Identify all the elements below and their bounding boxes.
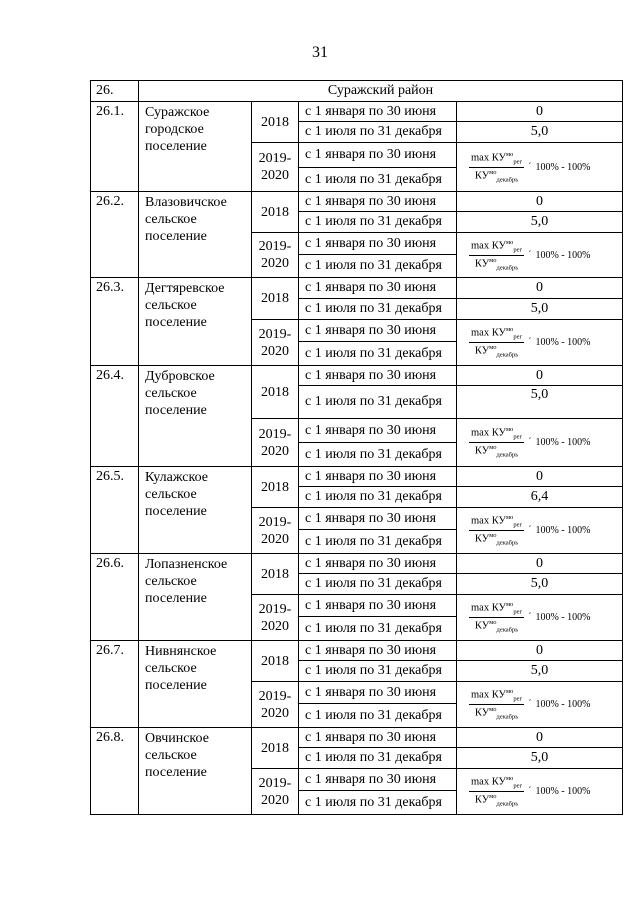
value-first-half: 0 [457, 192, 623, 212]
period-second-half: с 1 июля по 31 декабря [299, 791, 457, 815]
formula-max: max [471, 689, 490, 701]
year-line: 2019- [258, 239, 292, 254]
formula-max: max [471, 515, 490, 527]
settlement-name [139, 467, 252, 554]
period-first-half: с 1 января по 30 июня [299, 595, 457, 617]
page-number: 31 [312, 44, 328, 61]
formula-multiplier: ´ [528, 786, 532, 797]
formula-ku: КУ [491, 152, 506, 164]
formula-numerator [469, 514, 524, 531]
period-first-half: с 1 января по 30 июня [299, 102, 457, 122]
region-number: 26. [91, 81, 139, 102]
value-second-half: 5,0 [457, 574, 623, 595]
formula-sub-reg: рег [513, 609, 523, 616]
formula-fraction [469, 326, 524, 358]
formula-fraction [469, 514, 524, 546]
value-second-half: 5,0 [457, 122, 623, 143]
year-2018: 2018 [252, 102, 299, 143]
value-second-half: 5,0 [457, 386, 623, 419]
formula [457, 151, 622, 183]
formula-sub-december: декабрь [496, 451, 519, 459]
period-second-half: с 1 июля по 31 декабря [299, 299, 457, 320]
formula-sub-december: декабрь [496, 713, 519, 721]
formula-ku: КУ [474, 794, 490, 806]
year-2019-2020 [252, 143, 299, 192]
formula-sub-reg: рег [513, 334, 523, 341]
year-2019-2020 [252, 508, 299, 554]
formula-max: max [471, 602, 490, 614]
year-2019-2020 [252, 233, 299, 278]
formula-multiplier: ´ [528, 437, 532, 448]
year-line: 2019- [258, 601, 292, 617]
formula-rest: 100% - 100% [535, 786, 591, 797]
formula-sub-december: декабрь [496, 264, 519, 272]
formula-max: max [471, 152, 490, 164]
period-first-half: с 1 января по 30 июня [299, 508, 457, 530]
settlement-name-line: сельское [145, 212, 197, 227]
region-title: Суражский район [139, 81, 623, 102]
year-line: 2020 [261, 531, 289, 547]
settlement-name-line: Суражское [145, 105, 210, 120]
period-second-half: с 1 июля по 31 декабря [299, 386, 457, 419]
formula-cell [457, 769, 623, 815]
value-first-half: 0 [457, 278, 623, 299]
settlement-name-line: сельское [145, 386, 197, 401]
formula-sub-reg: рег [513, 158, 523, 166]
formula [457, 688, 622, 720]
value-first-half: 0 [457, 641, 623, 661]
formula [457, 514, 622, 546]
settlement-name-line: Дегтяревское [145, 281, 225, 296]
period-first-half: с 1 января по 30 июня [299, 728, 457, 748]
formula-rest: 100% - 100% [535, 161, 591, 173]
formula-sup-mo: мо [489, 706, 497, 713]
year-line: 2020 [261, 705, 289, 721]
formula-numerator [469, 426, 524, 443]
period-first-half: с 1 января по 30 июня [299, 278, 457, 299]
year-2018: 2018 [252, 278, 299, 320]
formula-ku: КУ [491, 427, 506, 439]
formula-numerator [469, 601, 524, 618]
formula-max: max [471, 427, 490, 439]
value-first-half: 0 [457, 728, 623, 748]
formula-denominator [473, 443, 520, 459]
settlement-name-line: поселение [145, 139, 207, 154]
period-second-half: с 1 июля по 31 декабря [299, 530, 457, 554]
year-line: 2019- [258, 775, 292, 791]
period-first-half: с 1 января по 30 июня [299, 192, 457, 212]
formula-sub-reg: рег [513, 696, 523, 703]
formula-ku: КУ [474, 533, 490, 545]
formula-rest: 100% - 100% [535, 699, 591, 710]
year-line: 2019- [258, 688, 292, 704]
settlement-name-line: сельское [145, 748, 197, 763]
row-number: 26.4. [91, 366, 139, 467]
formula-sup-mo: мо [489, 619, 497, 626]
settlement-name [139, 554, 252, 641]
formula-cell [457, 595, 623, 641]
value-first-half: 0 [457, 467, 623, 487]
period-second-half: с 1 июля по 31 декабря [299, 574, 457, 595]
formula-ku: КУ [474, 620, 490, 632]
formula-sup-mo: мо [505, 326, 514, 334]
formula [457, 326, 622, 358]
year-line: 2019- [258, 326, 292, 342]
year-line: 2020 [261, 343, 289, 359]
settlement-name [139, 641, 252, 728]
formula-cell [457, 143, 623, 192]
year-line: 2020 [261, 256, 289, 271]
period-second-half: с 1 июля по 31 декабря [299, 748, 457, 769]
formula-sup-mo: мо [505, 238, 514, 246]
formula-ku: КУ [474, 707, 490, 719]
formula-ku: КУ [491, 515, 506, 527]
settlement-name-line: Влазовичское [145, 195, 227, 210]
settlement-row [91, 102, 623, 122]
formula-multiplier: ´ [528, 249, 532, 261]
settlement-name [139, 278, 252, 366]
settlement-name-line: поселение [145, 229, 207, 244]
formula-denominator [473, 343, 520, 359]
period-first-half: с 1 января по 30 июня [299, 554, 457, 574]
row-number: 26.5. [91, 467, 139, 554]
formula-sub-december: декабрь [496, 539, 519, 547]
formula [457, 601, 622, 633]
formula-numerator [469, 688, 524, 705]
formula-multiplier: ´ [528, 699, 532, 710]
formula-sub-december: декабрь [496, 176, 519, 184]
formula-denominator [473, 792, 520, 808]
year-2019-2020 [252, 682, 299, 728]
formula-ku: КУ [491, 689, 506, 701]
period-second-half: с 1 июля по 31 декабря [299, 122, 457, 143]
year-line: 2019- [258, 514, 292, 530]
row-number: 26.7. [91, 641, 139, 728]
formula-max: max [471, 327, 490, 339]
year-2018: 2018 [252, 366, 299, 419]
formula-ku: КУ [491, 327, 506, 339]
period-second-half: с 1 июля по 31 декабря [299, 212, 457, 233]
settlement-name [139, 192, 252, 278]
year-2018: 2018 [252, 467, 299, 508]
settlement-name-line: сельское [145, 574, 197, 589]
formula-rest: 100% - 100% [535, 437, 591, 448]
formula-ku: КУ [491, 240, 506, 252]
settlement-row [91, 554, 623, 574]
settlement-row [91, 366, 623, 386]
settlement-row [91, 278, 623, 299]
value-first-half: 0 [457, 102, 623, 122]
formula-ku: КУ [474, 345, 490, 357]
formula-sup-mo: мо [505, 514, 514, 522]
value-second-half: 5,0 [457, 661, 623, 682]
formula-sub-reg: рег [513, 522, 523, 529]
formula-fraction [469, 688, 524, 720]
row-number: 26.8. [91, 728, 139, 815]
formula-denominator [473, 256, 520, 272]
settlement-row [91, 728, 623, 748]
formula-fraction [469, 239, 524, 271]
year-2018: 2018 [252, 641, 299, 682]
formula-cell [457, 508, 623, 554]
year-line: 2020 [261, 792, 289, 808]
period-first-half: с 1 января по 30 июня [299, 233, 457, 255]
settlement-name-line: поселение [145, 591, 207, 606]
settlement-row [91, 467, 623, 487]
period-first-half: с 1 января по 30 июня [299, 366, 457, 386]
formula-sup-mo: мо [505, 426, 514, 434]
period-second-half: с 1 июля по 31 декабря [299, 661, 457, 682]
year-2019-2020 [252, 769, 299, 815]
value-second-half: 5,0 [457, 299, 623, 320]
settlement-name-line: поселение [145, 403, 207, 418]
year-2019-2020 [252, 419, 299, 467]
row-number: 26.1. [91, 102, 139, 192]
formula-sup-mo: мо [489, 344, 497, 351]
region-header-row [91, 81, 623, 102]
period-second-half: с 1 июля по 31 декабря [299, 255, 457, 278]
formula-fraction [469, 775, 524, 807]
formula-cell [457, 233, 623, 278]
settlement-name-line: поселение [145, 765, 207, 780]
formula-multiplier: ´ [528, 161, 532, 173]
formula-denominator [473, 705, 520, 721]
formula-sub-december: декабрь [496, 800, 519, 808]
period-second-half: с 1 июля по 31 декабря [299, 443, 457, 467]
year-2019-2020 [252, 595, 299, 641]
formula-rest: 100% - 100% [535, 337, 591, 348]
settlement-name [139, 102, 252, 192]
value-second-half: 6,4 [457, 487, 623, 508]
settlement-name-line: сельское [145, 487, 197, 502]
formula [457, 775, 622, 807]
period-second-half: с 1 июля по 31 декабря [299, 168, 457, 192]
formula-denominator [473, 168, 520, 184]
formula-sup-mo: мо [489, 168, 497, 176]
formula-ku: КУ [474, 258, 490, 269]
value-second-half: 5,0 [457, 212, 623, 233]
formula-numerator [469, 239, 524, 256]
formula-sup-mo: мо [505, 775, 514, 783]
year-2018: 2018 [252, 728, 299, 769]
formula-multiplier: ´ [528, 525, 532, 536]
formula-sub-reg: рег [513, 434, 523, 441]
formula-multiplier: ´ [528, 337, 532, 348]
settlement-name-line: сельское [145, 298, 197, 313]
settlement-name-line: сельское [145, 661, 197, 676]
formula-max: max [471, 240, 490, 252]
year-line: 2020 [261, 443, 289, 459]
settlement-name [139, 728, 252, 815]
value-second-half: 5,0 [457, 748, 623, 769]
formula-sub-reg: рег [513, 246, 523, 254]
settlement-name-line: поселение [145, 504, 207, 519]
period-second-half: с 1 июля по 31 декабря [299, 487, 457, 508]
year-line: 2019- [258, 151, 292, 166]
settlement-name-line: Лопазненское [145, 557, 228, 572]
formula-ku: КУ [474, 445, 490, 457]
formula-sup-mo: мо [505, 150, 514, 158]
formula-sup-mo: мо [489, 444, 497, 451]
year-2018: 2018 [252, 554, 299, 595]
period-first-half: с 1 января по 30 июня [299, 143, 457, 168]
settlement-name-line: городское [145, 122, 204, 137]
formula-ku: КУ [491, 776, 506, 788]
settlement-row [91, 192, 623, 212]
formula-sup-mo: мо [505, 601, 514, 609]
period-first-half: с 1 января по 30 июня [299, 320, 457, 342]
row-number: 26.2. [91, 192, 139, 278]
formula-denominator [473, 618, 520, 634]
formula-numerator [469, 151, 524, 168]
year-2018: 2018 [252, 192, 299, 233]
period-first-half: с 1 января по 30 июня [299, 467, 457, 487]
settlement-name-line: Овчинское [145, 731, 209, 746]
period-first-half: с 1 января по 30 июня [299, 769, 457, 791]
formula [457, 239, 622, 271]
formula-sub-december: декабрь [496, 626, 519, 634]
formula-ku: КУ [474, 170, 490, 181]
year-line: 2020 [261, 168, 289, 183]
period-second-half: с 1 июля по 31 декабря [299, 617, 457, 641]
value-first-half: 0 [457, 366, 623, 386]
formula [457, 426, 622, 458]
settlement-name-line: Нивнянское [145, 644, 217, 659]
formula-numerator [469, 326, 524, 343]
formula-rest: 100% - 100% [535, 612, 591, 623]
formula-fraction [469, 601, 524, 633]
formula-sub-reg: рег [513, 783, 523, 790]
formula-denominator [473, 531, 520, 547]
formula-sub-december: декабрь [496, 351, 519, 359]
tariff-table [90, 80, 623, 815]
formula-cell [457, 320, 623, 366]
formula-multiplier: ´ [528, 612, 532, 623]
year-line: 2020 [261, 618, 289, 634]
formula-ku: КУ [491, 602, 506, 614]
formula-numerator [469, 775, 524, 792]
row-number: 26.6. [91, 554, 139, 641]
settlement-name-line: Дубровское [145, 369, 215, 384]
value-first-half: 0 [457, 554, 623, 574]
formula-rest: 100% - 100% [535, 525, 591, 536]
formula-rest: 100% - 100% [535, 249, 591, 261]
period-first-half: с 1 января по 30 июня [299, 419, 457, 443]
row-number: 26.3. [91, 278, 139, 366]
year-2019-2020 [252, 320, 299, 366]
settlement-name-line: поселение [145, 315, 207, 330]
settlement-name-line: поселение [145, 678, 207, 693]
formula-fraction [469, 151, 524, 183]
settlement-name [139, 366, 252, 467]
formula-fraction [469, 426, 524, 458]
formula-sup-mo: мо [489, 793, 497, 800]
settlement-name-line: Кулажское [145, 470, 208, 485]
formula-sup-mo: мо [505, 688, 514, 696]
period-first-half: с 1 января по 30 июня [299, 641, 457, 661]
formula-cell [457, 682, 623, 728]
period-second-half: с 1 июля по 31 декабря [299, 342, 457, 366]
formula-sup-mo: мо [489, 532, 497, 539]
settlement-row [91, 641, 623, 661]
period-second-half: с 1 июля по 31 декабря [299, 704, 457, 728]
formula-cell [457, 419, 623, 467]
year-line: 2019- [258, 426, 292, 442]
formula-max: max [471, 776, 490, 788]
formula-sup-mo: мо [489, 256, 497, 264]
period-first-half: с 1 января по 30 июня [299, 682, 457, 704]
